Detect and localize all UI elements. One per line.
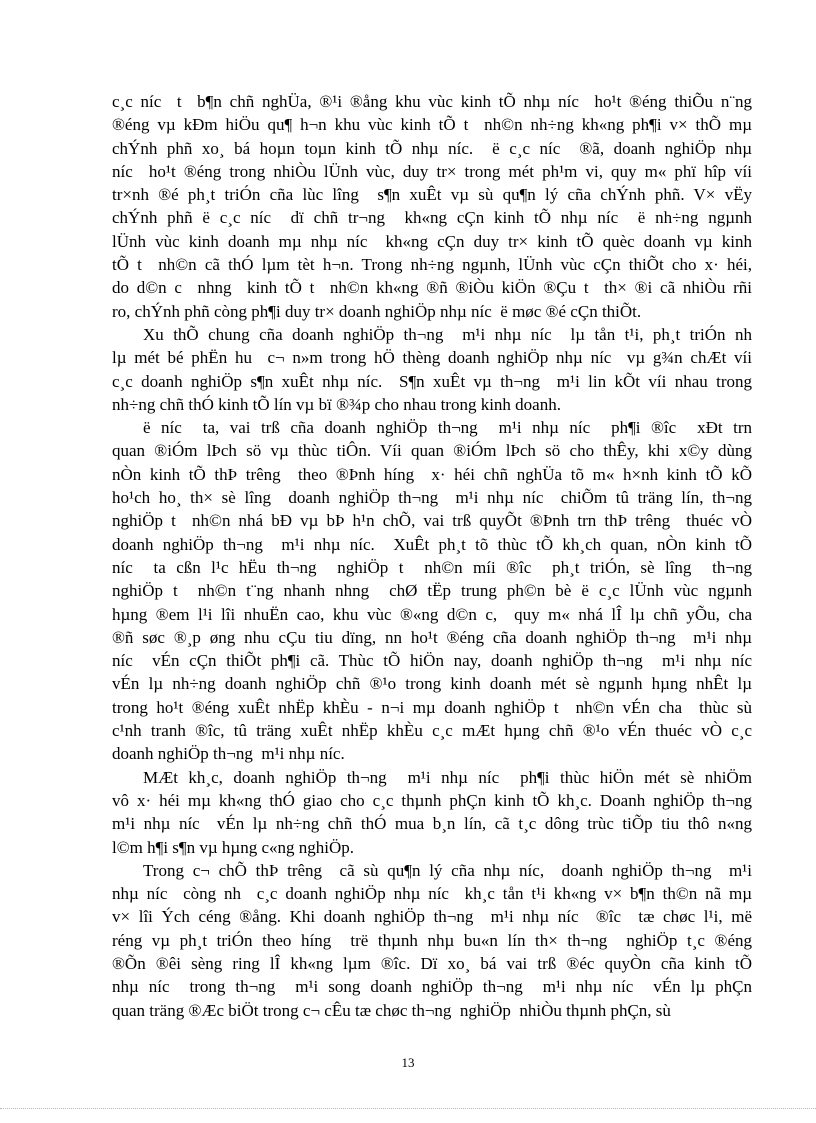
text-line: hµng ®em l¹i lîi nhuËn cao, khu vùc ®«ng d©n c, quy m« nhá lÎ lµ chñ yÕu, cha [112,604,752,624]
text-line: nÒn kinh tÕ thÞ trêng theo ®Þnh híng x· héi chñ nghÜa tõ m« h×nh kinh tÕ kÕ [112,464,752,484]
page-number: 13 [401,1055,415,1070]
text-line: Xu thÕ chung cña doanh nghiÖp th¬ng m¹i nhµ níc lµ tån t¹i, ph¸t triÓn nh [143,324,752,344]
text-line: doanh nghiÖp th¬ng m¹i nhµ níc. XuÊt ph¸t tõ thùc tÕ kh¸ch quan, nÒn kinh tÕ [112,534,752,554]
text-line: chÝnh phñ xo¸ bá hoµn toµn kinh tÕ nhµ níc. ë c¸c níc ®ã, doanh nghiÖp nhµ [112,138,752,158]
footer-dotted-rule [0,1108,816,1109]
text-line: lµ mét bé phËn hu c¬ n»m trong hÖ thèng doanh nghiÖp nhµ níc vµ g¾n chÆt víi [112,348,752,368]
text-line: doanh nghiÖp th¬ng m¹i nhµ níc. [112,744,345,764]
text-line: do d©n c nhng kinh tÕ t nh©n kh«ng ®ñ ®iÒu kiÖn ®Çu t th× ®i cã nhiÒu rñi [112,278,752,298]
text-line: trong ho¹t ®éng xuÊt nhËp khÈu - n¬i mµ doanh nghiÖp t nh©n vÉn cha thùc sù [112,697,752,717]
text-line: nh÷ng chñ thÓ kinh tÕ lín vµ bï ®¾p cho nhau trong kinh doanh. [112,394,561,414]
text-line: níc ho¹t ®éng trong nhiÒu lÜnh vùc, duy tr× trong mét ph¹m vi, quy m« phï hîp víi [112,161,752,181]
paragraph [112,90,752,323]
text-line: quan träng ®Æc biÖt trong c¬ cÊu tæ chøc th¬ng nghiÖp nhiÒu thµnh phÇn, sù [112,1000,671,1020]
text-line: vô x· héi mµ kh«ng thÓ giao cho c¸c thµnh phÇn kinh tÕ kh¸c. Doanh nghiÖp th¬ng [112,790,752,810]
text-line: ®ñ søc ®¸p øng nhu cÇu tiu dïng, nn ho¹t ®éng cña doanh nghiÖp th¬ng m¹i nhµ [112,627,752,647]
text-line: c¸c doanh nghiÖp s¶n xuÊt nhµ níc. S¶n xuÊt vµ th¬ng m¹i lin kÕt víi nhau trong [112,371,752,391]
text-line: tÕ t nh©n cã thÓ lµm tèt h¬n. Trong nh÷ng ngµnh, lÜnh vùc cÇn thiÕt cho x· héi, [112,255,752,275]
text-line: ho¹ch ho¸ th× sè lîng doanh nghiÖp th¬ng m¹i nhµ níc chiÕm tû träng lín, th¬ng [112,488,752,508]
paragraph [112,416,752,765]
paragraph [112,766,752,859]
text-line: v× lîi Ých céng ®ång. Khi doanh nghiÖp th¬ng m¹i nhµ níc ®îc tæ chøc l¹i, më [112,907,752,927]
text-line: vÉn lµ nh÷ng doanh nghiÖp chñ ®¹o trong kinh doanh mét sè ngµnh hµng nhÊt lµ [112,674,752,694]
body-text [112,90,752,1022]
text-line: chÝnh phñ ë c¸c níc dï chñ tr¬ng kh«ng cÇn kinh tÕ nhµ níc ë nh÷ng ngµnh [112,208,752,228]
text-line: tr×nh ®é ph¸t triÓn cña lùc lîng s¶n xuÊt vµ sù qu¶n lý cña chÝnh phñ. V× vËy [112,185,752,205]
text-line: quan ®iÓm lÞch sö vµ thùc tiÔn. Víi quan ®iÓm lÞch sö cho thÊy, khi x©y dùng [112,441,752,461]
text-line: c¸c níc t b¶n chñ nghÜa, ®¹i ®ång khu vùc kinh tÕ nhµ níc ho¹t ®éng thiÕu n¨ng [112,92,752,111]
text-line: ®éng vµ kÐm hiÖu qu¶ h¬n khu vùc kinh tÕ t nh©n nh÷ng kh«ng ph¶i v× thÕ mµ [112,115,752,135]
text-line: níc vÉn cÇn thiÕt ph¶i cã. Thùc tÕ hiÖn nay, doanh nghiÖp th¬ng m¹i nhµ níc [112,651,752,671]
text-line: MÆt kh¸c, doanh nghiÖp th¬ng m¹i nhµ níc ph¶i thùc hiÖn mét sè nhiÖm [143,767,752,787]
paragraph [112,323,752,416]
text-line: nghiÖp t nh©n t¨ng nhanh nhng chØ tËp trung ph©n bè ë c¸c lÜnh vùc ngµnh [112,581,752,601]
text-line: lÜnh vùc kinh doanh mµ nhµ níc kh«ng cÇn duy tr× kinh tÕ quèc doanh vµ kinh [112,231,752,251]
text-line: c¹nh tranh ®îc, tû träng xuÊt nhËp khÈu c¸c mÆt hµng chñ ®¹o vÉn thuéc vÒ c¸c [112,721,752,741]
text-line: ®Õn ®êi sèng ring lÎ kh«ng lµm ®îc. Dï xo¸ bá vai trß ®éc quyÒn cña kinh tÕ [112,953,752,973]
text-line: m¹i nhµ níc vÉn lµ nh÷ng chñ thÓ mua b¸n lín, cã t¸c dông trùc tiÕp tiu thô n«ng [112,814,752,834]
paragraph [112,859,752,1022]
text-line: l©m h¶i s¶n vµ hµng c«ng nghiÖp. [112,837,354,857]
text-line: réng vµ ph¸t triÓn theo híng trë thµnh nhµ bu«n lín th× th¬ng nghiÖp t¸c ®éng [112,930,752,950]
text-line: nhµ níc trong th¬ng m¹i song doanh nghiÖp th¬ng m¹i nhµ níc vÉn lµ phÇn [112,977,752,997]
text-line: Trong c¬ chÕ thÞ trêng cã sù qu¶n lý cña nhµ níc, doanh nghiÖp th¬ng m¹i [143,860,752,880]
text-line: nghiÖp t nh©n nhá bÐ vµ bÞ h¹n chÕ, vai trß quyÕt ®Þnh trn thÞ trêng thuéc vÒ [112,511,752,531]
text-line: ë níc ta, vai trß cña doanh nghiÖp th¬ng m¹i nhµ níc ph¶i ®îc xÐt trn [143,418,752,438]
text-line: ro, chÝnh phñ còng ph¶i duy tr× doanh nghiÖp nhµ níc ë møc ®é cÇn thiÕt. [112,301,642,321]
text-line: nhµ níc còng nh c¸c doanh nghiÖp nhµ níc kh¸c tån t¹i kh«ng v× b¶n th©n nã mµ [112,884,752,904]
text-line: níc ta cßn l¹c hËu th¬ng nghiÖp t nh©n míi ®îc ph¸t triÓn, sè lîng th¬ng [112,557,752,577]
